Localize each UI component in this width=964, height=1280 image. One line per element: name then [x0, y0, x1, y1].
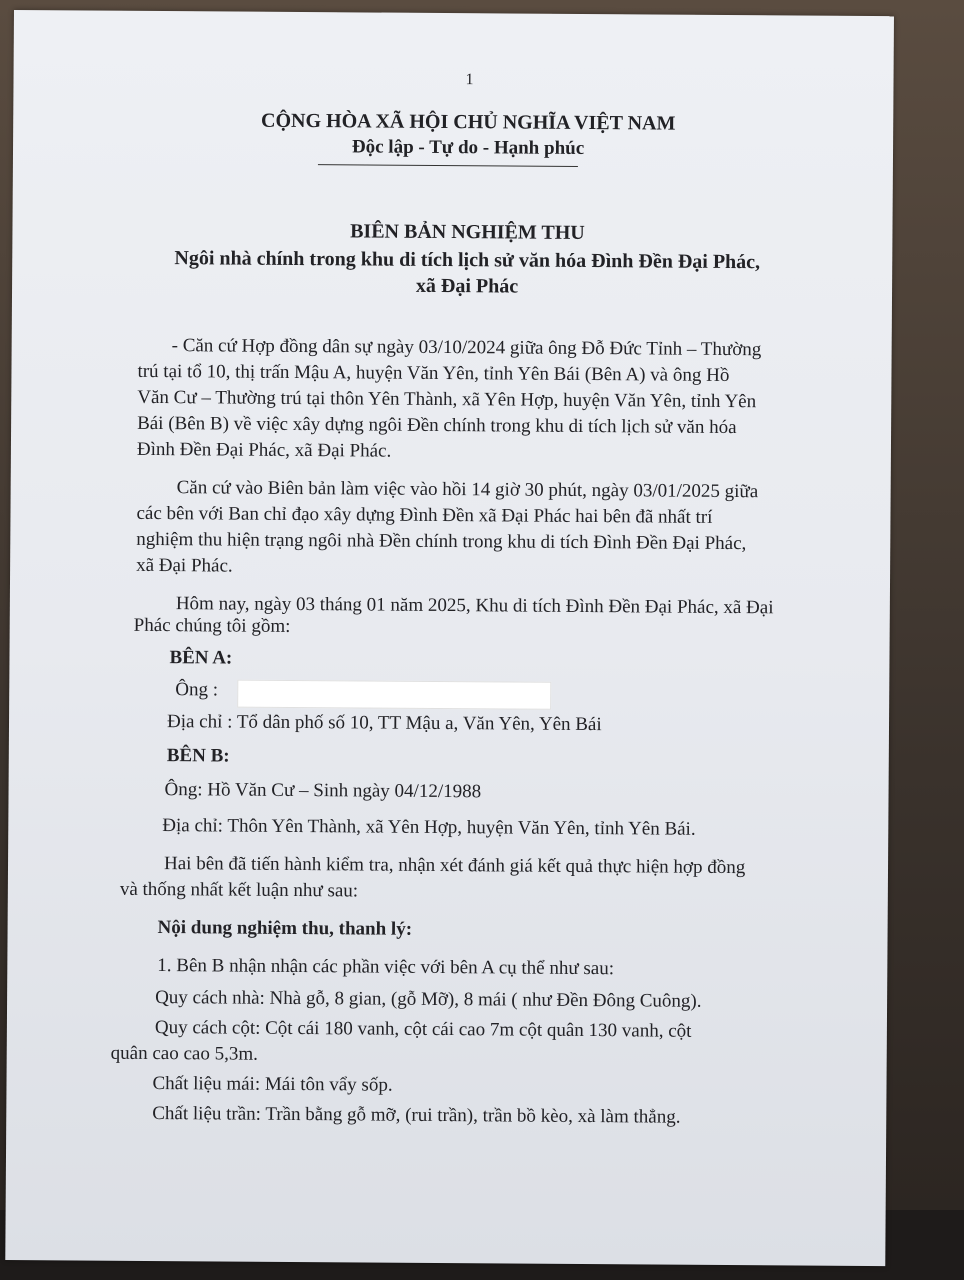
national-header: CỘNG HÒA XÃ HỘI CHỦ NGHĨA VIỆT NAM — [260, 109, 676, 135]
paragraph-line: các bên với Ban chỉ đạo xây dựng Đình Đền xã Đại Phác hai bên đã nhất trí — [136, 502, 713, 528]
document-title: BIÊN BẢN NGHIỆM THU — [350, 220, 585, 244]
roof-material: Chất liệu mái: Mái tôn vẩy sốp. — [152, 1072, 393, 1096]
column-spec-line: quân cao cao 5,3m. — [110, 1042, 258, 1065]
content-heading: Nội dung nghiệm thu, thanh lý: — [157, 917, 413, 940]
national-motto: Độc lập - Tự do - Hạnh phúc — [351, 136, 585, 159]
party-b-name: Ông: Hồ Văn Cư – Sinh ngày 04/12/1988 — [164, 779, 482, 803]
paragraph-line: Phác chúng tôi gồm: — [133, 614, 291, 637]
paragraph-line: nghiệm thu hiện trạng ngôi nhà Đền chính trong khu di tích Đình Đền Đại Phác, — [136, 528, 747, 555]
paragraph-line: xã Đại Phác. — [136, 554, 233, 577]
conclusion-line: và thống nhất kết luận như sau: — [119, 878, 359, 902]
paragraph-line: Văn Cư – Thường trú tại thôn Yên Thành, xã Yên Hợp, huyện Văn Yên, tỉnh Yên — [137, 386, 757, 413]
redacted-name — [237, 680, 551, 710]
paragraph-line: - Căn cứ Hợp đồng dân sự ngày 03/10/2024 giữa ông Đỗ Đức Tỉnh – Thường — [171, 335, 762, 361]
paragraph-line: Bái (Bên B) về việc xây dựng ngôi Đền chính trong khu di tích lịch sử văn hóa — [137, 412, 737, 439]
content-item: 1. Bên B nhận nhận các phần việc với bên A cụ thể như sau: — [157, 955, 615, 980]
party-a-name-label: Ông : — [175, 679, 219, 701]
page-number: 1 — [465, 71, 474, 89]
party-a-heading: BÊN A: — [169, 647, 233, 669]
paragraph-line: Hôm nay, ngày 03 tháng 01 năm 2025, Khu di tích Đình Đền Đại Phác, xã Đại — [175, 593, 774, 619]
party-a-address: Địa chỉ : Tổ dân phố số 10, TT Mậu a, Văn Yên, Yên Bái — [166, 711, 602, 736]
document-subtitle-line2: xã Đại Phác — [415, 274, 519, 298]
paragraph-line: trú tại tổ 10, thị trấn Mậu A, huyện Văn Yên, tỉnh Yên Bái (Bên A) và ông Hồ — [137, 360, 730, 387]
document-page — [5, 10, 894, 1266]
house-spec: Quy cách nhà: Nhà gỗ, 8 gian, (gỗ Mỡ), 8 mái ( như Đền Đông Cuông). — [155, 987, 702, 1012]
party-b-address: Địa chỉ: Thôn Yên Thành, xã Yên Hợp, huyện Văn Yên, tỉnh Yên Bái. — [162, 815, 696, 840]
paragraph-line: Căn cứ vào Biên bản làm việc vào hồi 14 giờ 30 phút, ngày 03/01/2025 giữa — [176, 477, 759, 503]
conclusion-line: Hai bên đã tiến hành kiểm tra, nhận xét đánh giá kết quả thực hiện hợp đồng — [163, 853, 746, 879]
paragraph-line: Đình Đền Đại Phác, xã Đại Phác. — [136, 438, 392, 462]
ceiling-material: Chất liệu trần: Trần bằng gỗ mỡ, (rui trần), trần bồ kèo, xà làm thẳng. — [152, 1102, 681, 1128]
column-spec-line: Quy cách cột: Cột cái 180 vanh, cột cái cao 7m cột quân 130 vanh, cột — [154, 1017, 692, 1042]
motto-underline — [318, 164, 578, 167]
document-subtitle-line1: Ngôi nhà chính trong khu di tích lịch sử văn hóa Đình Đền Đại Phác, — [174, 247, 761, 274]
party-b-heading: BÊN B: — [166, 745, 230, 767]
